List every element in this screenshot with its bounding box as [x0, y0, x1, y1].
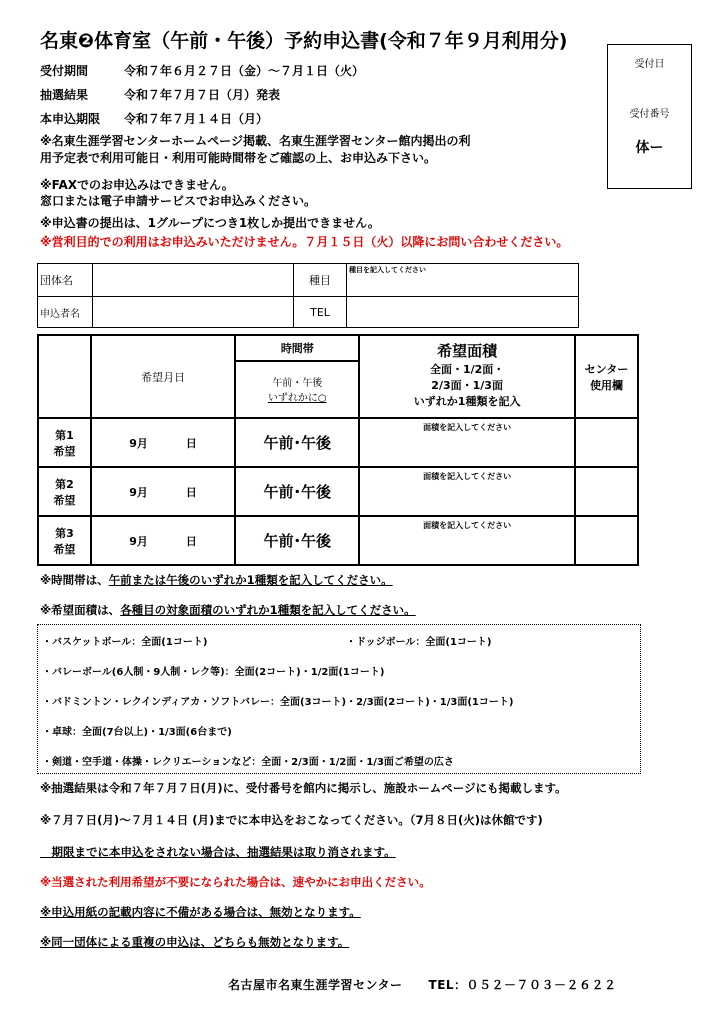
date-field[interactable]	[91, 467, 235, 516]
note-1: ※名東生涯学習センターホームページ掲載、名東生涯学習センター館内掲出の利	[40, 134, 471, 148]
header-area	[359, 335, 575, 418]
choice-row-2	[38, 467, 638, 516]
col-area-sub3: いずれか1種類を記入	[413, 395, 521, 408]
time-rule-underlined: 午前または午後のいずれか1種類を記入してください。	[108, 573, 393, 587]
note-4: 窓口または電子申請サービスでお申込みください。	[40, 194, 317, 208]
applicant-name-label: 申込者名	[38, 297, 93, 328]
col-area-label: 希望面積	[437, 342, 498, 360]
choice-row-1	[38, 418, 638, 467]
time-rule-prefix: ※時間帯は、	[40, 573, 109, 587]
area-basketball: ・バスケットボール：全面(1コート)	[42, 637, 208, 648]
sport-label: 種目	[294, 264, 347, 297]
reception-period	[40, 62, 364, 79]
received-date-label: 受付日	[634, 59, 665, 70]
date-field[interactable]	[91, 516, 235, 565]
choice-label	[38, 516, 91, 565]
day-text: 日	[185, 485, 197, 499]
header-date	[91, 335, 235, 418]
info-label: 本申込期限	[40, 112, 101, 126]
col-time-sub2: いずれかに○	[267, 393, 327, 404]
tel-field[interactable]	[347, 297, 579, 328]
choice-word: 希望	[53, 493, 76, 507]
col-center-label2: 使用欄	[589, 378, 623, 392]
area-list-box	[37, 624, 641, 774]
area-dodgeball: ・ドッジボール：全面(1コート)	[346, 637, 492, 648]
header-time	[235, 335, 359, 418]
center-use-cell	[575, 467, 638, 516]
col-date-label: 希望月日	[141, 370, 186, 384]
bottom-note-3: 期限までに本申込をされない場合は、抽選結果は取り消されます。	[40, 845, 396, 859]
note-3: ※FAXでのお申込みはできません。	[40, 178, 234, 192]
area-rule	[40, 602, 416, 618]
sport-hint: 種目を記入してください	[349, 266, 426, 274]
col-area-sub2: 2/3面・1/3面	[431, 379, 503, 392]
choice-number: 第1	[55, 428, 74, 442]
choice-label	[38, 418, 91, 467]
sport-field[interactable]	[347, 264, 579, 297]
area-rule-prefix: ※希望面積は、	[40, 603, 121, 617]
area-field[interactable]	[359, 467, 575, 516]
area-field[interactable]	[359, 516, 575, 565]
time-slot-field[interactable]: 午前･午後	[235, 516, 359, 565]
choice-number: 第2	[55, 477, 74, 491]
center-use-cell	[575, 418, 638, 467]
time-slot-field[interactable]: 午前･午後	[235, 467, 359, 516]
date-field[interactable]	[91, 418, 235, 467]
choice-row-3	[38, 516, 638, 565]
footer	[228, 976, 617, 993]
applicant-name-field[interactable]	[93, 297, 294, 328]
choice-word: 希望	[53, 444, 76, 458]
group-name-field[interactable]	[93, 264, 294, 297]
form-title: 名東❷体育室（午前・午後）予約申込書(令和７年９月利用分)	[40, 30, 568, 52]
area-volleyball: ・バレーボール(6人制・9人制・レク等)：全面(2コート)・1/2面(1コート)	[42, 667, 385, 678]
header-center-use	[575, 335, 638, 418]
choice-word: 希望	[53, 542, 76, 556]
area-table-tennis: ・卓球：全面(7台以上)・1/3面(6台まで)	[42, 727, 232, 738]
bottom-note-4-red: ※当選された利用希望が不要になられた場合は、速やかにお申出ください。	[40, 875, 431, 889]
bottom-note-5: ※申込用紙の記載内容に不備がある場合は、無効となります。	[40, 905, 361, 919]
note-2: 用予定表で利用可能日・利用可能時間帯をご確認の上、お申込み下さい。	[40, 151, 437, 165]
received-number-label: 受付番号	[629, 109, 670, 120]
lottery-result	[40, 86, 280, 103]
month-text: 9月	[129, 485, 148, 499]
day-text: 日	[185, 436, 197, 450]
info-label: 抽選結果	[40, 88, 89, 102]
request-table	[37, 334, 639, 566]
bottom-note-2: ※７月７日(月)～７月１４日 (月)までに本申込をおこなってください。（7月８日(火)は休館です)	[40, 813, 543, 827]
area-hint: 面積を記入してください	[423, 423, 512, 432]
info-value: 令和７年６月２７日（金）～７月１日（火）	[124, 64, 365, 78]
reception-stamp-box	[607, 44, 692, 189]
received-number-prefix: 体ー	[635, 140, 664, 156]
note-5: ※申込書の提出は、1グループにつき1枚しか提出できません。	[40, 216, 380, 230]
day-text: 日	[185, 534, 197, 548]
month-text: 9月	[129, 534, 148, 548]
footer-org: 名古屋市名東生涯学習センター	[228, 978, 403, 992]
choice-number: 第3	[55, 526, 74, 540]
group-name-label: 団体名	[38, 264, 93, 297]
info-value: 令和７年７月１４日（月）	[124, 112, 269, 126]
time-slot-field[interactable]: 午前･午後	[235, 418, 359, 467]
month-text: 9月	[129, 436, 148, 450]
area-rule-underlined: 各種目の対象面積のいずれか1種類を記入してください。	[120, 603, 416, 617]
header-blank	[38, 335, 91, 418]
area-badminton: ・バドミントン・レクインディアカ・ソフトバレー：全面(3コート)・2/3面(2コート)・1/3面(1コート)	[42, 697, 514, 708]
application-deadline	[40, 110, 268, 127]
col-area-sub1: 全面・1/2面・	[429, 363, 505, 376]
col-time-sub1: 午前・午後	[272, 378, 323, 389]
area-hint: 面積を記入してください	[423, 521, 512, 530]
area-hint: 面積を記入してください	[423, 472, 512, 481]
col-center-label1: センター	[584, 362, 629, 376]
choice-label	[38, 467, 91, 516]
area-martial-arts: ・剣道・空手道・体操・レクリエーションなど：全面・2/3面・1/2面・1/3面ご希望の広さ	[42, 757, 454, 768]
center-use-cell	[575, 516, 638, 565]
tel-label: TEL	[294, 297, 347, 328]
col-time-label: 時間帯	[236, 336, 358, 362]
bottom-note-1: ※抽選結果は令和７年７月７日(月)に、受付番号を館内に掲示し、施設ホームページにも掲載します。	[40, 781, 567, 795]
note-commercial-red: ※営利目的での利用はお申込みいただけません。７月１５日（火）以降にお問い合わせください。	[40, 235, 569, 249]
time-rule	[40, 572, 393, 588]
info-value: 令和７年７月７日（月）発表	[124, 88, 281, 102]
footer-tel: TEL：０５２－７０３－２６２２	[428, 978, 617, 992]
area-field[interactable]	[359, 418, 575, 467]
applicant-table	[37, 263, 579, 328]
bottom-note-6: ※同一団体による重複の申込は、どちらも無効となります。	[40, 935, 350, 949]
info-label: 受付期間	[40, 64, 89, 78]
